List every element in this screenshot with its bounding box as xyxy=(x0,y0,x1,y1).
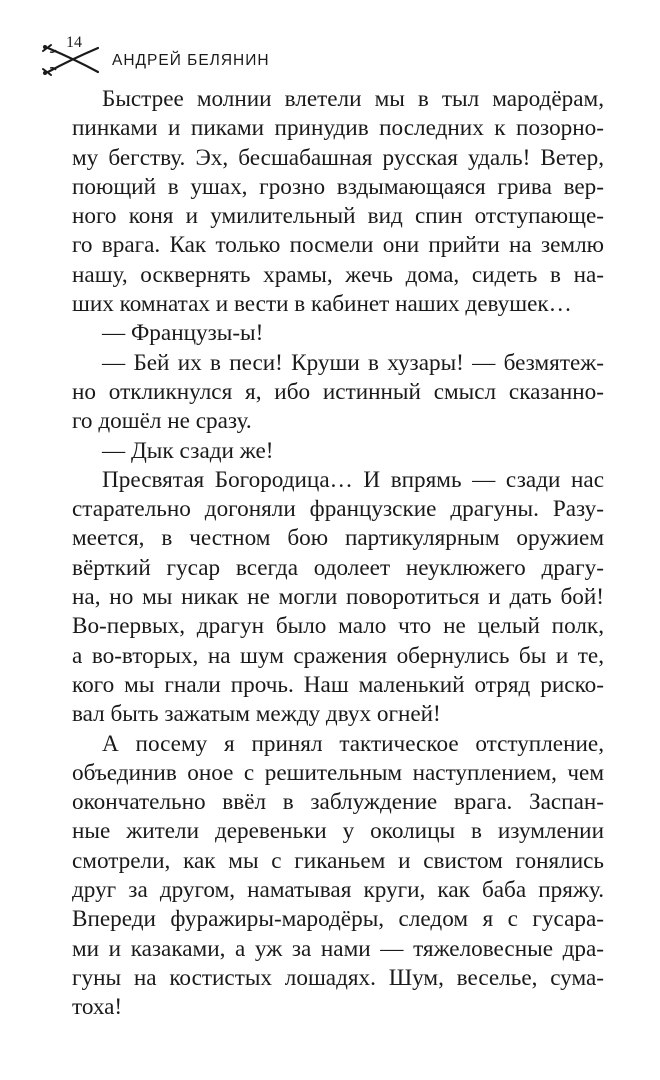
text-line: объединив оное с решительным наступлением, чем xyxy=(72,759,604,786)
text-line: Пресвятая Богородица… И впрямь — сзади нас xyxy=(102,466,604,493)
text-line: друг за другом, наматывая круги, как баба пряжу. xyxy=(72,877,604,904)
text-line: го врага. Как только посмели они прийти на землю xyxy=(72,232,604,259)
text-line: старательно догоняли французские драгуны. Разу- xyxy=(72,496,604,523)
running-header xyxy=(40,34,300,78)
text-line: гуны на костистых лошадях. Шум, веселье, сума- xyxy=(72,964,604,991)
crossed-sabers-icon xyxy=(40,42,106,76)
text-line: ные жители деревеньки у околицы в изумлении xyxy=(72,818,604,845)
text-line: окончательно ввёл в заблуждение врага. Заспан- xyxy=(72,789,604,816)
page-number: 14 xyxy=(66,34,82,51)
text-line: А посему я принял тактическое отступление, xyxy=(102,730,604,757)
text-line: нашу, осквернять храмы, жечь дома, сидеть в на- xyxy=(72,261,604,288)
text-line: смотрели, как мы с гиканьем и свистом гонялись xyxy=(72,847,604,874)
text-line: поющий в ушах, грозно вздымающаяся грива вер- xyxy=(72,173,604,200)
text-line: му бегству. Эх, бесшабашная русская удаль! Ветер, xyxy=(72,144,604,171)
text-line: пинками и пиками принудив последних к позорно- xyxy=(72,115,604,142)
text-line: — Бей их в песи! Круши в хузары! — безмятеж- xyxy=(102,349,604,376)
text-line: меется, в честном бою партикулярным оружием xyxy=(72,525,604,552)
text-line: ного коня и умилительный вид спин отступающе- xyxy=(72,203,604,230)
text-line: на, но мы никак не могли поворотиться и дать бой! xyxy=(72,584,604,611)
text-line: ми и казаками, а уж за нами — тяжеловесные дра- xyxy=(72,935,604,962)
text-line: — Французы-ы! xyxy=(102,320,264,347)
text-line: го дошёл не сразу. xyxy=(72,408,252,435)
text-line: вёрткий гусар всегда одолеет неуклюжего драгу- xyxy=(72,554,604,581)
text-line: тоха! xyxy=(72,994,123,1021)
text-line: ших комнатах и вести в кабинет наших девушек… xyxy=(72,291,572,318)
text-line: Впереди фуражиры-мародёры, следом я с гусара- xyxy=(72,906,604,933)
author-name: АНДРЕЙ БЕЛЯНИН xyxy=(112,52,270,69)
text-line: но откликнулся я, ибо истинный смысл сказанно- xyxy=(72,378,604,405)
text-line: вал быть зажатым между двух огней! xyxy=(72,701,441,728)
text-line: Быстрее молнии влетели мы в тыл мародёрам, xyxy=(102,86,604,112)
text-line: кого мы гнали прочь. Наш маленький отряд риско- xyxy=(72,671,604,698)
text-line: Во-первых, драгун было мало что не целый полк, xyxy=(72,613,604,640)
body-text xyxy=(72,85,604,1023)
text-line: — Дык сзади же! xyxy=(102,437,274,464)
text-line: а во-вторых, на шум сражения обернулись бы и те, xyxy=(72,642,604,669)
